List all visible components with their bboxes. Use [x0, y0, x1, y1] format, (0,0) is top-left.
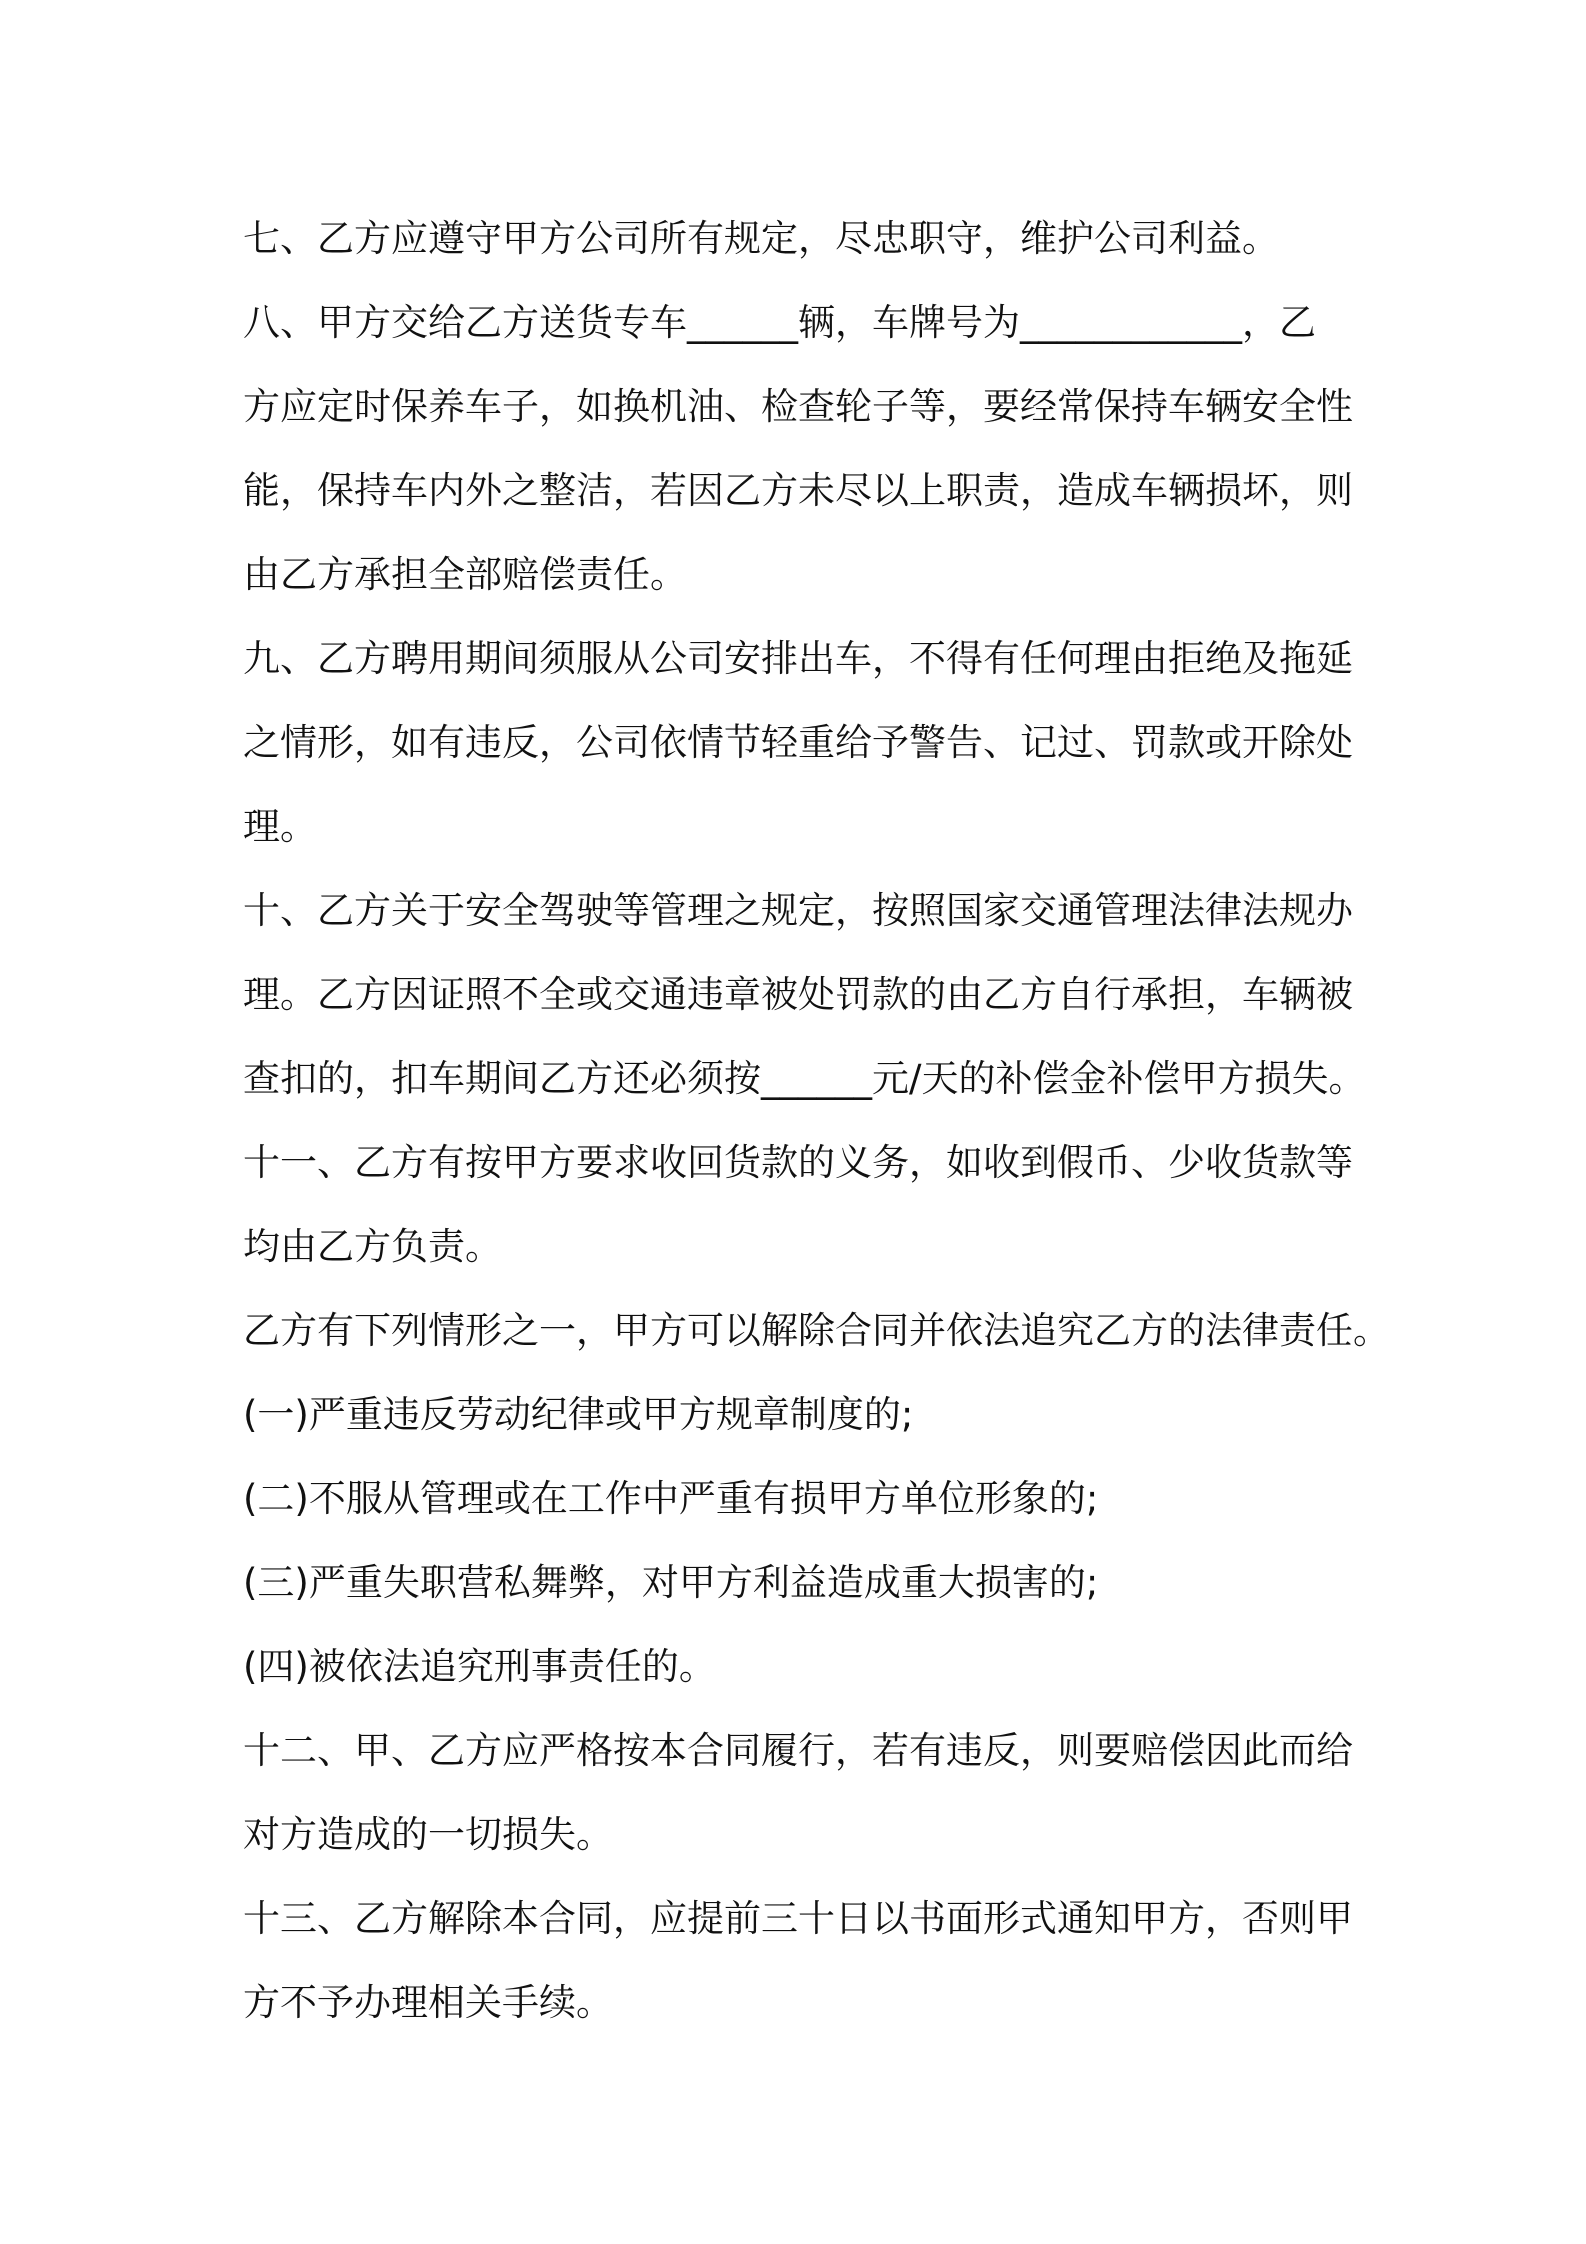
text-line: 十一、乙方有按甲方要求收回货款的义务，如收到假币、少收货款等 — [243, 1141, 1353, 1184]
text-line: 理。 — [243, 805, 317, 848]
text-line: 十、乙方关于安全驾驶等管理之规定，按照国家交通管理法律法规办 — [243, 889, 1353, 932]
text-line: 十二、甲、乙方应严格按本合同履行，若有违反，则要赔偿因此而给 — [243, 1729, 1353, 1772]
text-line: 均由乙方负责。 — [243, 1225, 502, 1268]
text-line: 由乙方承担全部赔偿责任。 — [243, 553, 687, 596]
text-line: 之情形，如有违反，公司依情节轻重给予警告、记过、罚款或开除处 — [243, 721, 1353, 764]
text-line: 对方造成的一切损失。 — [243, 1813, 613, 1856]
text-line: (一)严重违反劳动纪律或甲方规章制度的; — [243, 1393, 914, 1436]
contract-text — [243, 197, 1390, 2045]
text-line: 十三、乙方解除本合同，应提前三十日以书面形式通知甲方，否则甲 — [243, 1897, 1353, 1940]
text-line: 方应定时保养车子，如换机油、检查轮子等，要经常保持车辆安全性 — [243, 385, 1353, 428]
text-line: 八、甲方交给乙方送货专车______辆，车牌号为____________，乙 — [243, 301, 1316, 344]
text-line: (三)严重失职营私舞弊，对甲方利益造成重大损害的; — [243, 1561, 1099, 1604]
text-line: (四)被依法追究刑事责任的。 — [243, 1645, 716, 1688]
text-line: 九、乙方聘用期间须服从公司安排出车，不得有任何理由拒绝及拖延 — [243, 637, 1353, 680]
text-line: 查扣的，扣车期间乙方还必须按______元/天的补偿金补偿甲方损失。 — [243, 1057, 1366, 1100]
text-line: 七、乙方应遵守甲方公司所有规定，尽忠职守，维护公司利益。 — [243, 217, 1279, 260]
text-line: 乙方有下列情形之一，甲方可以解除合同并依法追究乙方的法律责任。 — [243, 1309, 1390, 1352]
text-line: (二)不服从管理或在工作中严重有损甲方单位形象的; — [243, 1477, 1099, 1520]
text-line: 方不予办理相关手续。 — [243, 1981, 613, 2024]
text-line: 理。乙方因证照不全或交通违章被处罚款的由乙方自行承担，车辆被 — [243, 973, 1353, 1016]
text-line: 能，保持车内外之整洁，若因乙方未尽以上职责，造成车辆损坏，则 — [243, 469, 1353, 512]
